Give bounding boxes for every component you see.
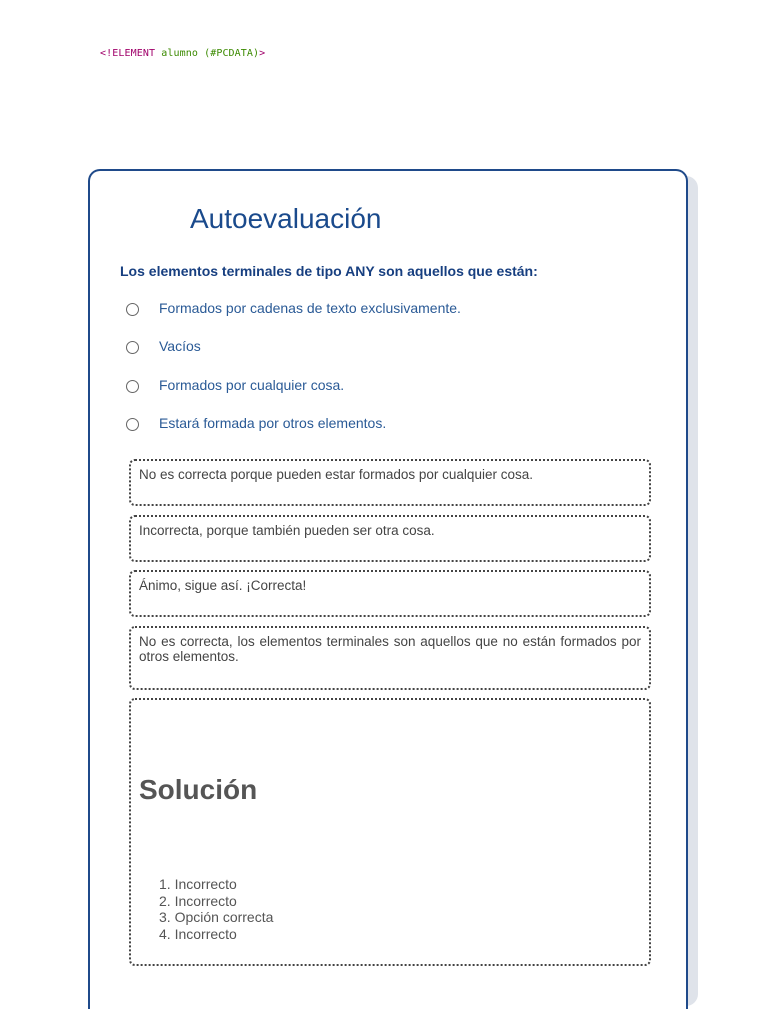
solution-item-3: 3. Opción correcta [159, 909, 274, 925]
option-3[interactable] [126, 377, 344, 393]
code-open: <! [100, 48, 113, 59]
feedback-1: No es correcta porque pueden estar formados por cualquier cosa. [129, 459, 651, 506]
code-close: > [259, 48, 266, 59]
feedback-4: No es correcta, los elementos terminales son aquellos que no están formados por otros elementos. [129, 626, 651, 690]
radio-option-1[interactable] [126, 303, 139, 316]
feedback-3: Ánimo, sigue así. ¡Correcta! [129, 570, 651, 617]
solution-item-2: 2. Incorrecto [159, 892, 237, 909]
option-2[interactable] [126, 338, 201, 354]
dtd-code-line [100, 48, 265, 59]
feedback-2: Incorrecta, porque también pueden ser otra cosa. [129, 515, 651, 562]
question-text: Los elementos terminales de tipo ANY son aquellos que están: [120, 263, 538, 279]
radio-option-3[interactable] [126, 380, 139, 393]
option-4[interactable] [126, 415, 386, 431]
option-3-label: Formados por cualquier cosa. [159, 377, 345, 393]
solution-box [129, 698, 651, 966]
option-1-label: Formados por cadenas de texto exclusivamente. [159, 300, 461, 316]
solution-item-1: 1. Incorrecto [159, 876, 237, 892]
code-element-name: alumno [161, 48, 198, 59]
option-4-label: Estará formada por otros elementos. [159, 415, 387, 431]
solution-list [159, 876, 273, 942]
code-element-type: (#PCDATA) [204, 48, 260, 59]
self-assessment-card [88, 169, 688, 1009]
option-1[interactable] [126, 300, 461, 316]
radio-option-2[interactable] [126, 341, 139, 354]
card-title: Autoevaluación [190, 203, 382, 234]
radio-option-4[interactable] [126, 418, 139, 431]
solution-title: Solución [139, 774, 258, 805]
solution-item-4: 4. Incorrecto [159, 925, 237, 942]
option-2-label: Vacíos [159, 338, 201, 354]
code-keyword: ELEMENT [112, 48, 156, 59]
